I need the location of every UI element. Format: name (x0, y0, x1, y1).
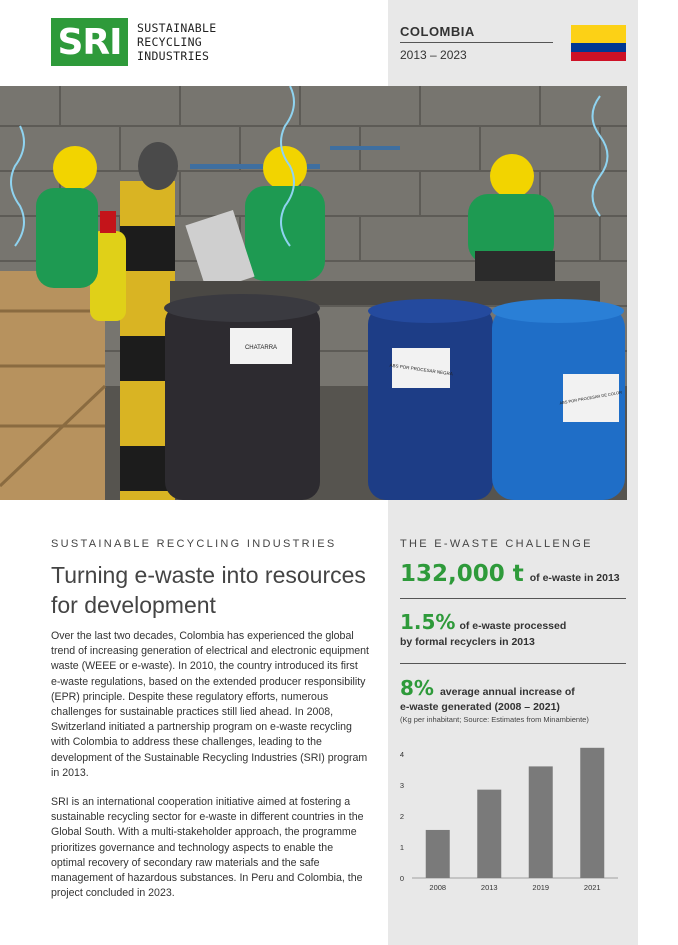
stat-label-line2: by formal recyclers in 2013 (400, 636, 535, 648)
stat-label-line2: e-waste generated (2008 – 2021) (400, 701, 560, 713)
y-tick-label: 3 (399, 781, 404, 790)
logo-line-1: SUSTAINABLE (137, 21, 217, 35)
stat-annual-increase (400, 676, 626, 724)
y-tick-label: 4 (399, 750, 404, 759)
logo-mark: SRI (51, 18, 128, 66)
project-years: 2013 – 2023 (400, 48, 467, 62)
page-title: Turning e-waste into resources for development (51, 562, 366, 618)
barrel-label-2: ABS POR PROCESAR NEGRA (389, 362, 454, 377)
sri-logo (51, 18, 216, 66)
sidebar-eyebrow: THE E-WASTE CHALLENGE (400, 538, 593, 550)
stat-value: 1.5% (400, 610, 456, 634)
country-name: COLOMBIA (400, 24, 475, 39)
stat-label: of e-waste in 2013 (529, 572, 620, 584)
intro-paragraph: Over the last two decades, Colombia has experienced the global trend of increasing generation of electrical and electronic equipment waste (WEEE or e-waste). In 2010, the country introduced its first e-waste regulations, based on the extended producer responsibility (EPR) principle. Despite these regulatory efforts, numerous challenges for sustainable practices still lied ahead. In 2008, Switzerland initiated a partnership program on e-waste recycling with Colombia to address these challenges, leading to the development of the Sustainable Recycling Industries (SRI) program in 2013. (51, 630, 370, 779)
logo-line-3: INDUSTRIES (137, 49, 210, 63)
bar-2021 (580, 748, 604, 878)
stat-value: 8% (400, 676, 434, 700)
program-paragraph: SRI is an international cooperation initiative aimed at fostering a sustainable recycling sector for e-waste in different countries in the Global South. With a multi-stakeholder approach, the programme prioritizes governance and technology aspects to enable the optimal recovery of secondary raw materials and the safe management of hazardous substances. In Peru and Colombia, the project concluded in 2023. (51, 796, 364, 900)
logo-line-2: RECYCLING (137, 35, 203, 49)
stat-divider (400, 663, 626, 664)
stat-source-note: (Kg per inhabitant; Source: Estimates from Minambiente) (400, 715, 589, 724)
stat-value: 132,000 t (400, 561, 524, 587)
stat-ewaste-volume (400, 561, 626, 587)
bar-2013 (477, 790, 501, 878)
stat-label: average annual increase of (439, 686, 575, 698)
logo-text (137, 21, 216, 63)
barrel-label-3: ABS POR PROCESAR DE COLOR (559, 389, 623, 406)
x-tick-label: 2019 (532, 883, 550, 892)
stat-formal-processing (400, 610, 626, 648)
colombia-flag-icon (571, 25, 626, 61)
x-tick-label: 2013 (480, 883, 498, 892)
x-tick-label: 2021 (583, 883, 601, 892)
stat-label: of e-waste processed (459, 620, 567, 632)
barrel-label-1: CHATARRA (244, 345, 278, 351)
bar-2019 (529, 766, 553, 878)
x-tick-label: 2008 (429, 883, 447, 892)
country-divider (400, 42, 553, 43)
y-tick-label: 0 (399, 874, 404, 883)
bar-2008 (426, 830, 450, 878)
ewaste-per-capita-chart (392, 742, 628, 902)
y-tick-label: 1 (399, 843, 404, 852)
y-tick-label: 2 (399, 812, 404, 821)
article-eyebrow: SUSTAINABLE RECYCLING INDUSTRIES (51, 538, 337, 550)
stat-divider (400, 598, 626, 599)
recycling-workers-photo (0, 86, 627, 500)
